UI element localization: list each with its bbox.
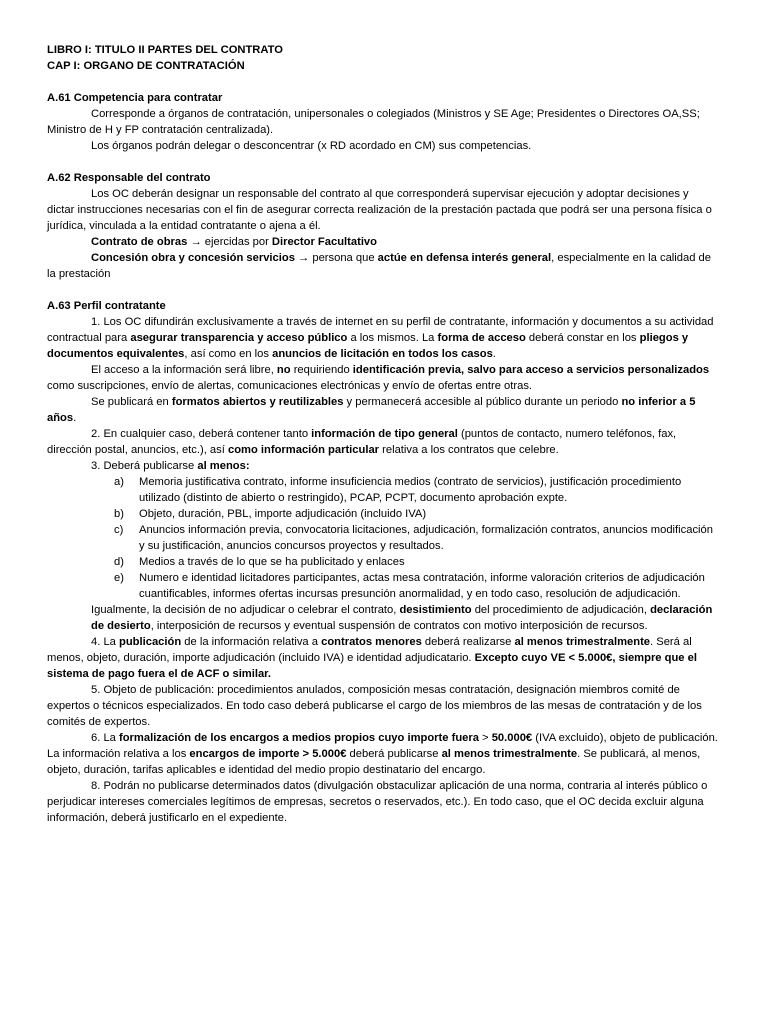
book-title: LIBRO I: TITULO II PARTES DEL CONTRATO <box>47 44 283 56</box>
paragraph: 5. Objeto de publicación: procedimientos anulados, composición mesas contratación, designación miembros comité de expertos o técnicos especializados. En todo caso deberá publicarse el cargo de los miembros de las mesas de contratación y de los comités de expertos. <box>47 684 702 728</box>
list-marker: a) <box>114 476 124 488</box>
section-heading-a63: A.63 Perfil contratante <box>47 300 166 312</box>
list-text: Memoria justificativa contrato, informe insuficiencia medios (contrato de servicios), justificación procedimiento utilizado (distinto de abierto o restringido), PCAP, PCPT, documento aprobación expte. <box>139 476 682 504</box>
list-item <box>47 474 719 506</box>
paragraph: 6. La formalización de los encargos a medios propios cuyo importe fuera > 50.000€ (IVA excluido), objeto de publicación. La información relativa a los encargos de importe > 5.000€ deberá publicarse al menos trimestralmente. Se publicará, al menos, objeto, duración, tarifas aplicables e identidad del medio propio destinatario del encargo. <box>47 732 718 776</box>
paragraph-concesion: Concesión obra y concesión servicios → persona que actúe en defensa interés general, especialmente en la calidad de la prestación <box>47 252 711 280</box>
section-heading-a62: A.62 Responsable del contrato <box>47 172 211 184</box>
list-text: Anuncios información previa, convocatoria licitaciones, adjudicación, formalización contratos, anuncios modificación y su justificación, anuncios concursos proyectos y resultados. <box>139 524 713 552</box>
list-text: Numero e identidad licitadores participantes, actas mesa contratación, informe valoración criterios de adjudicación cuantificables, informes ofertas incursas presunción anormalidad, y en todo caso, resolución de adjudicación. <box>139 572 705 600</box>
paragraph: Los órganos podrán delegar o desconcentrar (x RD acordado en CM) sus competencias. <box>91 140 532 152</box>
paragraph: El acceso a la información será libre, no requiriendo identificación previa, salvo para acceso a servicios personalizados como suscripciones, envío de alertas, comunicaciones electrónicas y envío de ofertas entre otras. <box>47 364 710 392</box>
list-item <box>47 570 719 602</box>
document-page <box>47 42 719 826</box>
paragraph: Se publicará en formatos abiertos y reutilizables y permanecerá accesible al público durante un periodo no inferior a 5 años. <box>47 396 696 424</box>
paragraph: 3. Deberá publicarse al menos: <box>91 460 250 472</box>
list-item <box>47 554 719 570</box>
paragraph: 1. Los OC difundirán exclusivamente a través de internet en su perfil de contratante, información y documentos a su actividad contractual para asegurar transparencia y acceso público a los mismos. La forma de acceso deberá constar en los pliegos y documentos equivalentes, así como en los anuncios de licitación en todos los casos. <box>47 316 714 360</box>
list-marker: c) <box>114 524 124 536</box>
paragraph: Igualmente, la decisión de no adjudicar o celebrar el contrato, desistimiento del procedimiento de adjudicación, declaración de desierto, interposición de recursos y eventual suspensión de contratos con motivo interposición de recursos. <box>91 604 713 632</box>
paragraph: 8. Podrán no publicarse determinados datos (divulgación obstaculizar aplicación de una norma, contraria al interés público o perjudicar intereses comerciales legítimos de empresas, secretos o reservados, etc.). En todo caso, que el OC decida excluir alguna información, deberá justificarlo en el expediente. <box>47 780 708 824</box>
chapter-title: CAP I: ORGANO DE CONTRATACIÓN <box>47 60 245 72</box>
paragraph: 4. La publicación de la información relativa a contratos menores deberá realizarse al menos trimestralmente. Será al menos, objeto, duración, importe adjudicación (incluido IVA) e identidad adjudicatario. Excepto cuyo VE < 5.000€, siempre que el sistema de pago fuera el de ACF o similar. <box>47 636 697 680</box>
spacer <box>47 74 719 90</box>
paragraph-obras: Contrato de obras → ejercidas por Director Facultativo <box>91 236 377 248</box>
list-item <box>47 506 719 522</box>
list-item <box>47 522 719 554</box>
spacer <box>47 154 719 170</box>
paragraph: Los OC deberán designar un responsable del contrato al que corresponderá supervisar ejecución y adoptar decisiones y dictar instrucciones necesarias con el fin de asegurar correcta realización de la prestación pactada que podrá ser una persona física o jurídica, vinculada a la entidad contratante o ajena a él. <box>47 188 712 232</box>
list-marker: e) <box>114 572 124 584</box>
paragraph: Corresponde a órganos de contratación, unipersonales o colegiados (Ministros y SE Age; Presidentes o Directores OA,SS; Ministro de H y FP contratación centralizada). <box>47 108 700 136</box>
list-text: Medios a través de lo que se ha publicitado y enlaces <box>139 556 405 568</box>
spacer <box>47 282 719 298</box>
list-text: Objeto, duración, PBL, importe adjudicación (incluido IVA) <box>139 508 427 520</box>
section-heading-a61: A.61 Competencia para contratar <box>47 92 223 104</box>
paragraph: 2. En cualquier caso, deberá contener tanto información de tipo general (puntos de contacto, numero teléfonos, fax, dirección postal, anuncios, etc.), así como información particular relativa a los contratos que celebre. <box>47 428 677 456</box>
list-marker: d) <box>114 556 124 568</box>
list-marker: b) <box>114 508 124 520</box>
requirements-list <box>47 474 719 602</box>
